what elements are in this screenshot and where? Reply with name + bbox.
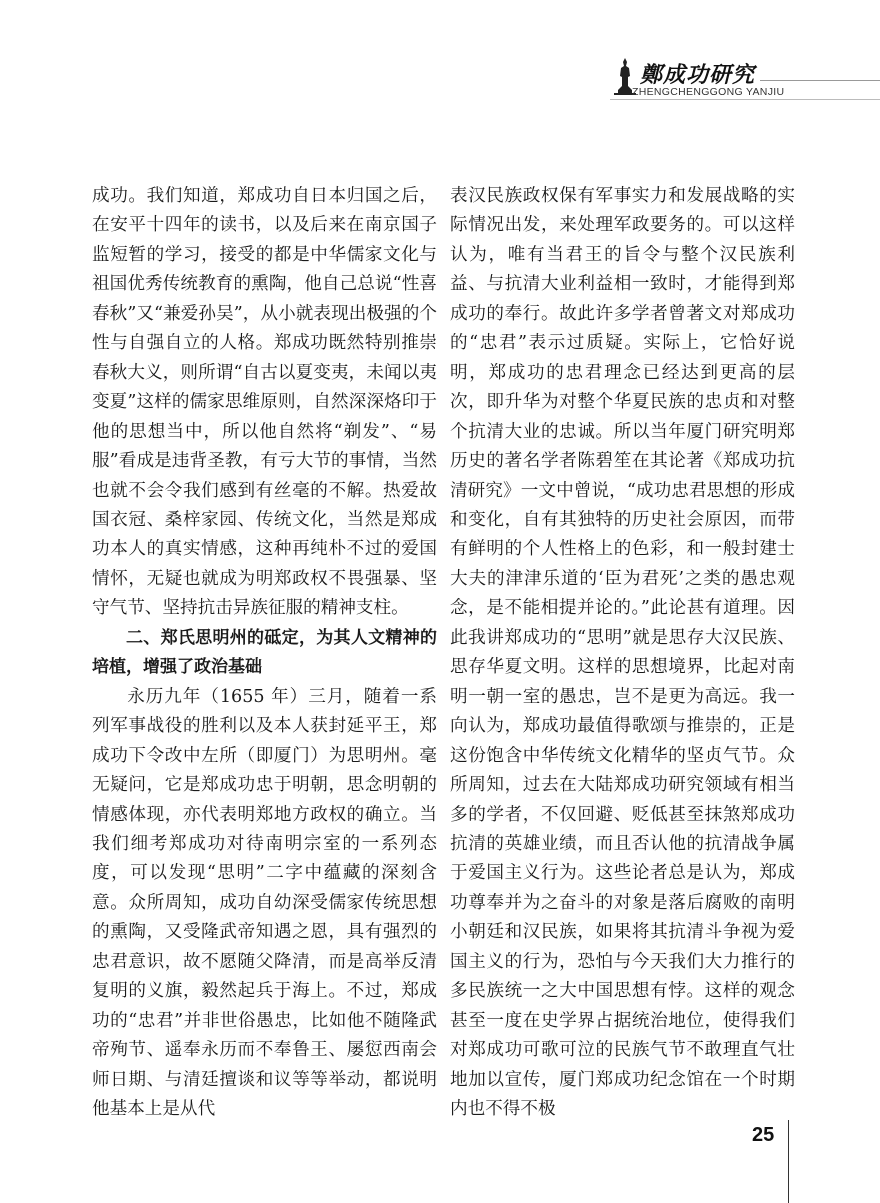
section-heading: 二、郑氏思明州的砥定，为其人文精神的培植，增强了政治基础: [92, 627, 437, 678]
header-rule: [760, 80, 880, 81]
journal-title: 鄭成功研究: [640, 63, 756, 88]
paragraph: 永历九年（1655 年）三月，随着一系列军事战役的胜利以及本人获封延平王，郑成功下令改中左所（即厦门）为思明州。毫无疑问，它是郑成功忠于明朝，思念明朝的情感体现，亦代表明郑地方政权的确立。当我们细考郑成功对待南明宗室的一系列态度，可以发现“思明”二字中蕴藏的深刻含意。众所周知，成功自幼深受儒家传统思想的熏陶，又受隆武帝知遇之恩，具有强烈的忠君意识，故不愿随父降清，而是高举反清复明的义旗，毅然起兵于海上。不过，郑成功的“忠君”并非世俗愚忠，比如他不随隆武帝殉节、遥奉永历而不奉鲁王、屡愆西南会师日期、与清廷擅谈和议等等举动，都说明他基本上是从代: [92, 686, 437, 1120]
paragraph: 表汉民族政权保有军事实力和发展战略的实际情况出发，来处理军政要务的。可以这样认为，唯有当君王的旨令与整个汉民族利益、与抗清大业利益相一致时，才能得到郑成功的奉行。故此许多学者曾著文对郑成功的“忠君”表示过质疑。实际上，它恰好说明，郑成功的忠君理念已经达到更高的层次，即升华为对整个华夏民族的忠贞和对整个抗清大业的忠诚。所以当年厦门研究明郑历史的著名学者陈碧笙在其论著《郑成功抗清研究》一文中曾说，“成功忠君思想的形成和变化，自有其独特的历史社会原因，而带有鲜明的个人性格上的色彩，和一般封建士大夫的津津乐道的‘臣为君死’之类的愚忠观念，是不能相提并论的。”此论甚有道理。因此我讲郑成功的“思明”就是思存大汉民族、思存华夏文明。这样的思想境界，比起对南明一朝一室的愚忠，岂不是更为高远。我一向认为，郑成功最值得歌颂与推崇的，正是这份饱含中华传统文化精华的坚贞气节。众所周知，过去在大陆郑成功研究领域有相当多的学者，不仅回避、贬低甚至抹煞郑成功抗清的英雄业绩，而且否认他的抗清战争属于爱国主义行为。这些论者总是认为，郑成功尊奉并为之奋斗的对象是落后腐败的南明小朝廷和汉民族，如果将其抗清斗争视为爱国主义的行为，恐怕与今天我们大力推行的多民族统一之大中国思想有悖。这样的观念甚至一度在史学界占据统治地位，使得我们对郑成功可歌可泣的民族气节不敢理直气壮地加以宣传，厦门郑成功纪念馆在一个时期内也不得不极: [450, 186, 795, 1120]
page-rule: [788, 1120, 789, 1203]
header-underline: [610, 99, 880, 100]
left-column: [92, 182, 437, 1125]
running-header: [610, 52, 880, 106]
right-column: [450, 182, 795, 1125]
paragraph: 成功。我们知道，郑成功自日本归国之后，在安平十四年的读书，以及后来在南京国子监短暂的学习，接受的都是中华儒家文化与祖国优秀传统教育的熏陶，他自己总说“性喜春秋”又“兼爱孙吴”，从小就表现出极强的个性与自强自立的人格。郑成功既然特别推崇春秋大义，则所谓“自古以夏变夷，未闻以夷变夏”这样的儒家思维原则，自然深深烙印于他的思想当中，所以他自然将“剃发”、“易服”看成是违背圣教，有亏大节的事情，当然也就不会令我们感到有丝毫的不解。热爱故国衣冠、桑梓家园、传统文化，当然是郑成功本人的真实情感，这种再纯朴不过的爱国情怀，无疑也就成为明郑政权不畏强暴、坚守气节、坚持抗击异族征服的精神支柱。: [92, 186, 437, 619]
journal-pinyin: ZHENGCHENGGONG YANJIU: [632, 86, 785, 98]
page-number: 25: [752, 1124, 775, 1146]
